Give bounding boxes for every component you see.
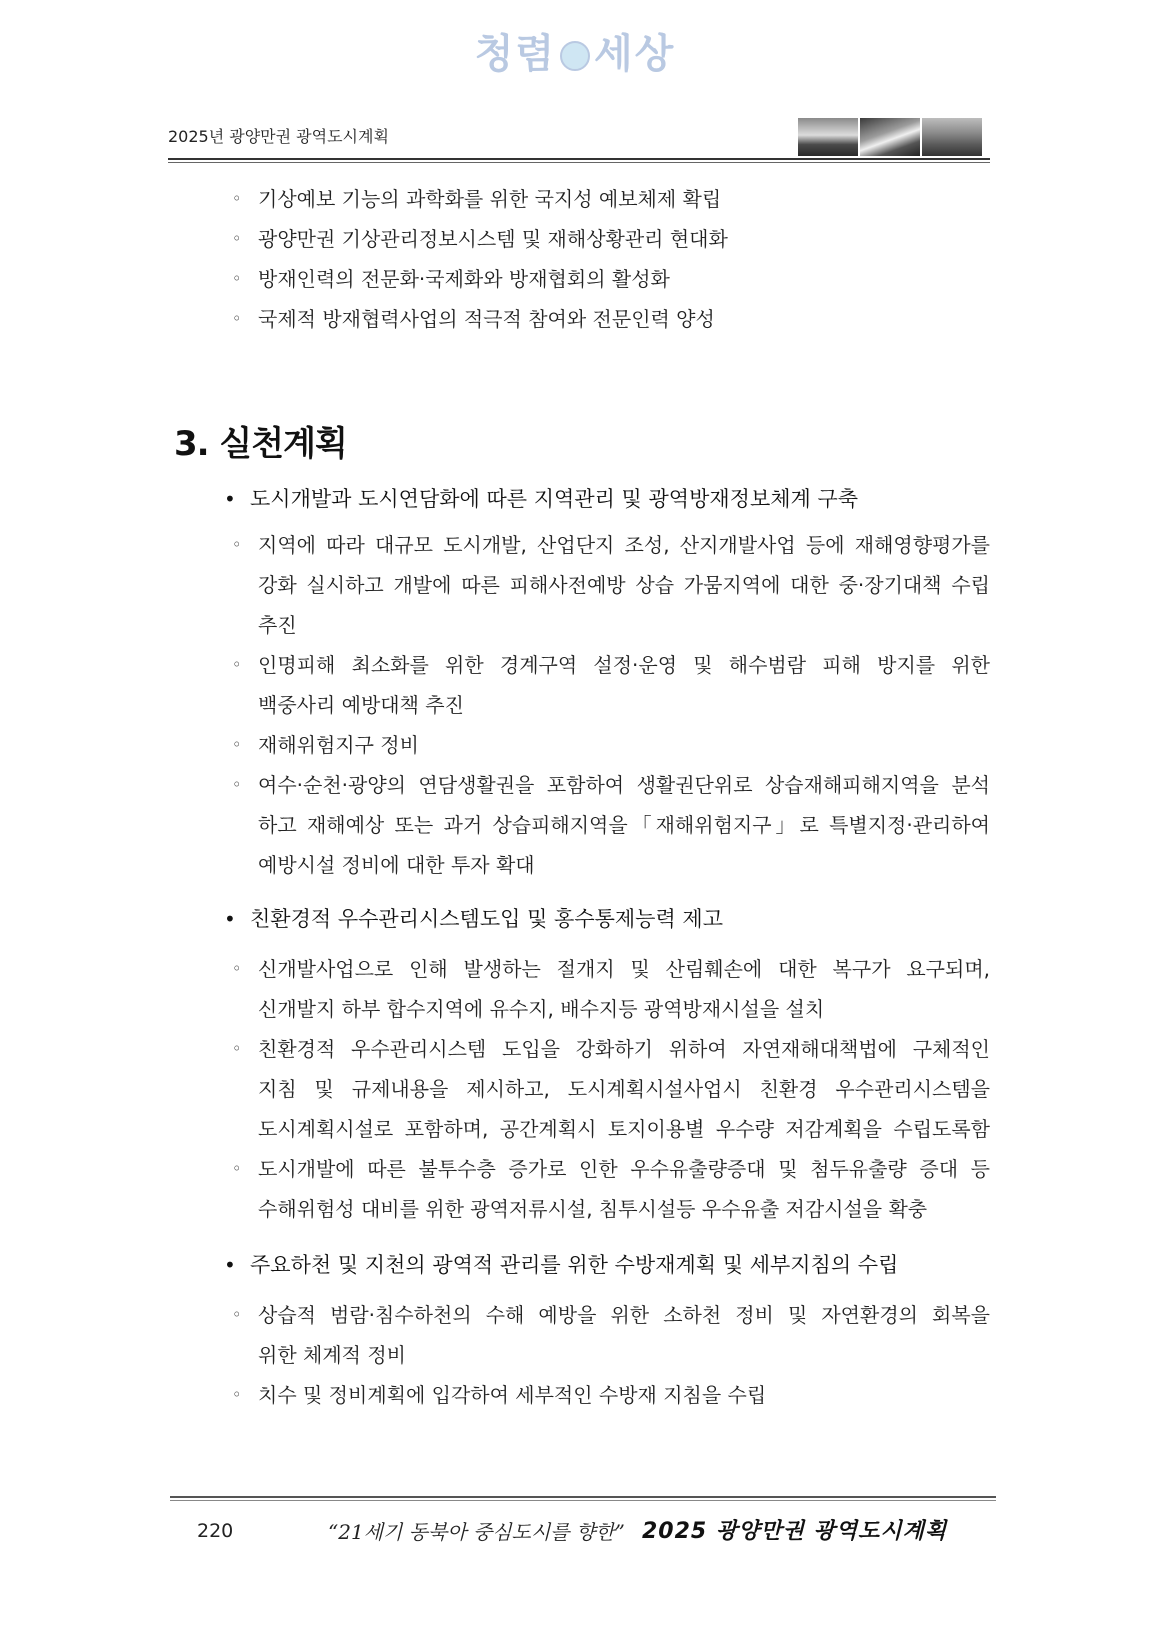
list-item-line: 신개발사업으로 인해 발생하는 절개지 및 산림훼손에 대한 복구가 요구되며, bbox=[258, 957, 990, 981]
list-item-line: 지침 및 규제내용을 제시하고, 도시계획시설사업시 친환경 우수관리시스템을 bbox=[258, 1077, 990, 1101]
bullet-marker: ◦ bbox=[232, 775, 242, 794]
list-item-line: 백중사리 예방대책 추진 bbox=[258, 693, 464, 717]
list-item-line: 도시개발에 따른 불투수층 증가로 인한 우수유출량증대 및 첨두유출량 증대 등 bbox=[258, 1157, 990, 1181]
list-item-line: 여수·순천·광양의 연담생활권을 포함하여 생활권단위로 상습재해피해지역을 분석 bbox=[258, 773, 990, 797]
list-item: 광양만권 기상관리정보시스템 및 재해상황관리 현대화 bbox=[258, 227, 728, 251]
subsection-heading: 도시개발과 도시연담화에 따른 지역관리 및 광역방재정보체계 구축 bbox=[250, 487, 859, 511]
section-title: 3. 실천계획 bbox=[174, 424, 347, 464]
list-item-line: 하고 재해예상 또는 과거 상습피해지역을「재해위험지구」로 특별지정·관리하여 bbox=[258, 813, 990, 837]
header-rule bbox=[168, 158, 990, 160]
header-photo bbox=[922, 118, 982, 156]
bullet-marker: ◦ bbox=[232, 959, 242, 978]
logo-emblem-icon bbox=[560, 41, 590, 71]
bullet-marker: ◦ bbox=[232, 735, 242, 754]
header-photos bbox=[798, 118, 982, 156]
list-item-line: 지역에 따라 대규모 도시개발, 산업단지 조성, 산지개발사업 등에 재해영향평가를 bbox=[258, 533, 990, 557]
footer-title: 2025 광양만권 광역도시계획 bbox=[642, 1519, 948, 1544]
list-item: 방재인력의 전문화·국제화와 방재협회의 활성화 bbox=[258, 267, 670, 291]
subsection-heading: 주요하천 및 지천의 광역적 관리를 위한 수방재계획 및 세부지침의 수립 bbox=[250, 1253, 899, 1277]
logo bbox=[0, 22, 1150, 79]
list-item-line: 추진 bbox=[258, 613, 297, 637]
bullet-marker: ◦ bbox=[232, 1305, 242, 1324]
list-item-line: 인명피해 최소화를 위한 경계구역 설정·운영 및 해수범람 피해 방지를 위한 bbox=[258, 653, 990, 677]
bullet-dot: • bbox=[224, 907, 236, 931]
footer-rule bbox=[170, 1500, 996, 1501]
bullet-marker: ◦ bbox=[232, 189, 242, 208]
list-item-line: 치수 및 정비계획에 입각하여 세부적인 수방재 지침을 수립 bbox=[258, 1383, 767, 1407]
logo-text-right: 세상 bbox=[594, 31, 676, 77]
bullet-dot: • bbox=[224, 1253, 236, 1277]
list-item-line: 신개발지 하부 합수지역에 유수지, 배수지등 광역방재시설을 설치 bbox=[258, 997, 825, 1021]
header-photo bbox=[860, 118, 920, 156]
bullet-marker: ◦ bbox=[232, 1039, 242, 1058]
list-item-line: 도시계획시설로 포함하며, 공간계획시 토지이용별 우수량 저감계획을 수립도록함 bbox=[258, 1117, 990, 1141]
page-number: 220 bbox=[197, 1520, 234, 1542]
bullet-marker: ◦ bbox=[232, 1385, 242, 1404]
bullet-marker: ◦ bbox=[232, 655, 242, 674]
logo-text-left: 청렴 bbox=[474, 31, 556, 77]
list-item-line: 위한 체계적 정비 bbox=[258, 1343, 406, 1367]
footer-rule bbox=[170, 1496, 996, 1498]
header-rule bbox=[168, 162, 990, 163]
list-item-line: 예방시설 정비에 대한 투자 확대 bbox=[258, 853, 535, 877]
list-item-line: 수해위험성 대비를 위한 광역저류시설, 침투시설등 우수유출 저감시설을 확충 bbox=[258, 1197, 928, 1221]
bullet-marker: ◦ bbox=[232, 535, 242, 554]
list-item-line: 재해위험지구 정비 bbox=[258, 733, 419, 757]
list-item-line: 상습적 범람·침수하천의 수해 예방을 위한 소하천 정비 및 자연환경의 회복을 bbox=[258, 1303, 990, 1327]
list-item: 기상예보 기능의 과학화를 위한 국지성 예보체제 확립 bbox=[258, 187, 722, 211]
bullet-marker: ◦ bbox=[232, 229, 242, 248]
bullet-marker: ◦ bbox=[232, 309, 242, 328]
header-photo bbox=[798, 118, 858, 156]
subsection-heading: 친환경적 우수관리시스템도입 및 홍수통제능력 제고 bbox=[250, 907, 723, 931]
footer-quote: “21세기 동북아 중심도시를 향한” bbox=[328, 1520, 625, 1544]
header-title: 2025년 광양만권 광역도시계획 bbox=[168, 127, 389, 146]
list-item-line: 강화 실시하고 개발에 따른 피해사전예방 상습 가뭄지역에 대한 중·장기대책 수립 bbox=[258, 573, 990, 597]
list-item: 국제적 방재협력사업의 적극적 참여와 전문인력 양성 bbox=[258, 307, 715, 331]
list-item-line: 친환경적 우수관리시스템 도입을 강화하기 위하여 자연재해대책법에 구체적인 bbox=[258, 1037, 990, 1061]
bullet-dot: • bbox=[224, 487, 236, 511]
bullet-marker: ◦ bbox=[232, 1159, 242, 1178]
bullet-marker: ◦ bbox=[232, 269, 242, 288]
